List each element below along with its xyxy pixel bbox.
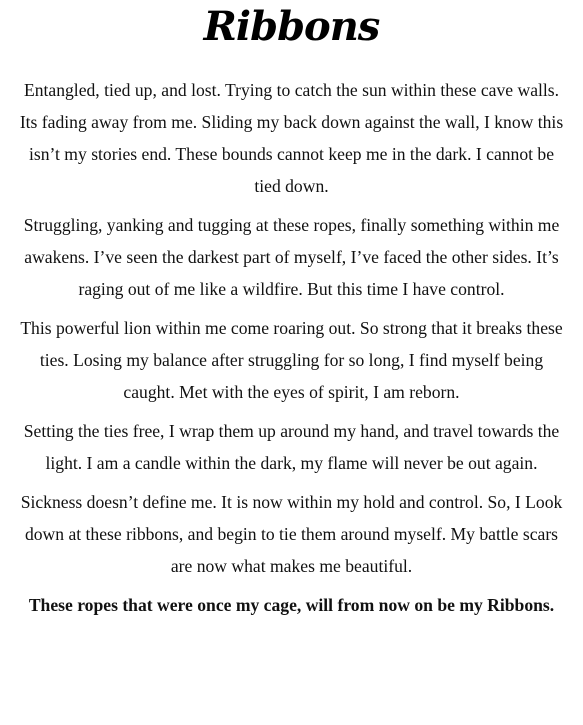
paragraph-1: Entangled, tied up, and lost. Trying to catch the sun within these cave walls. Its fading away from me. Sliding my back down against the wall, I know this isn’t my stories end. These bounds cannot keep me in the dark. I cannot be tied down.: [19, 80, 564, 196]
page-title: Ribbons: [203, 3, 380, 50]
paragraph-4: Setting the ties free, I wrap them up around my hand, and travel towards the light. I am a candle within the dark, my flame will never be out again.: [23, 421, 560, 473]
closing-paragraph: These ropes that were once my cage, will from now on be my Ribbons.: [28, 595, 555, 615]
poem-body: [14, 74, 569, 628]
paragraph-3: This powerful lion within me come roaring out. So strong that it breaks these ties. Losing my balance after struggling for so long, I find myself being caught. Met with the eyes of spirit, I am reborn.: [20, 318, 563, 402]
paragraph-2: Struggling, yanking and tugging at these ropes, finally something within me awakens. I’ve seen the darkest part of myself, I’ve faced the other sides. It’s raging out of me like a wildfire. But this time I have control.: [23, 215, 560, 299]
paragraph-5: Sickness doesn’t define me. It is now within my hold and control. So, I Look down at these ribbons, and begin to tie them around myself. My battle scars are now what makes me beautiful.: [20, 492, 563, 576]
